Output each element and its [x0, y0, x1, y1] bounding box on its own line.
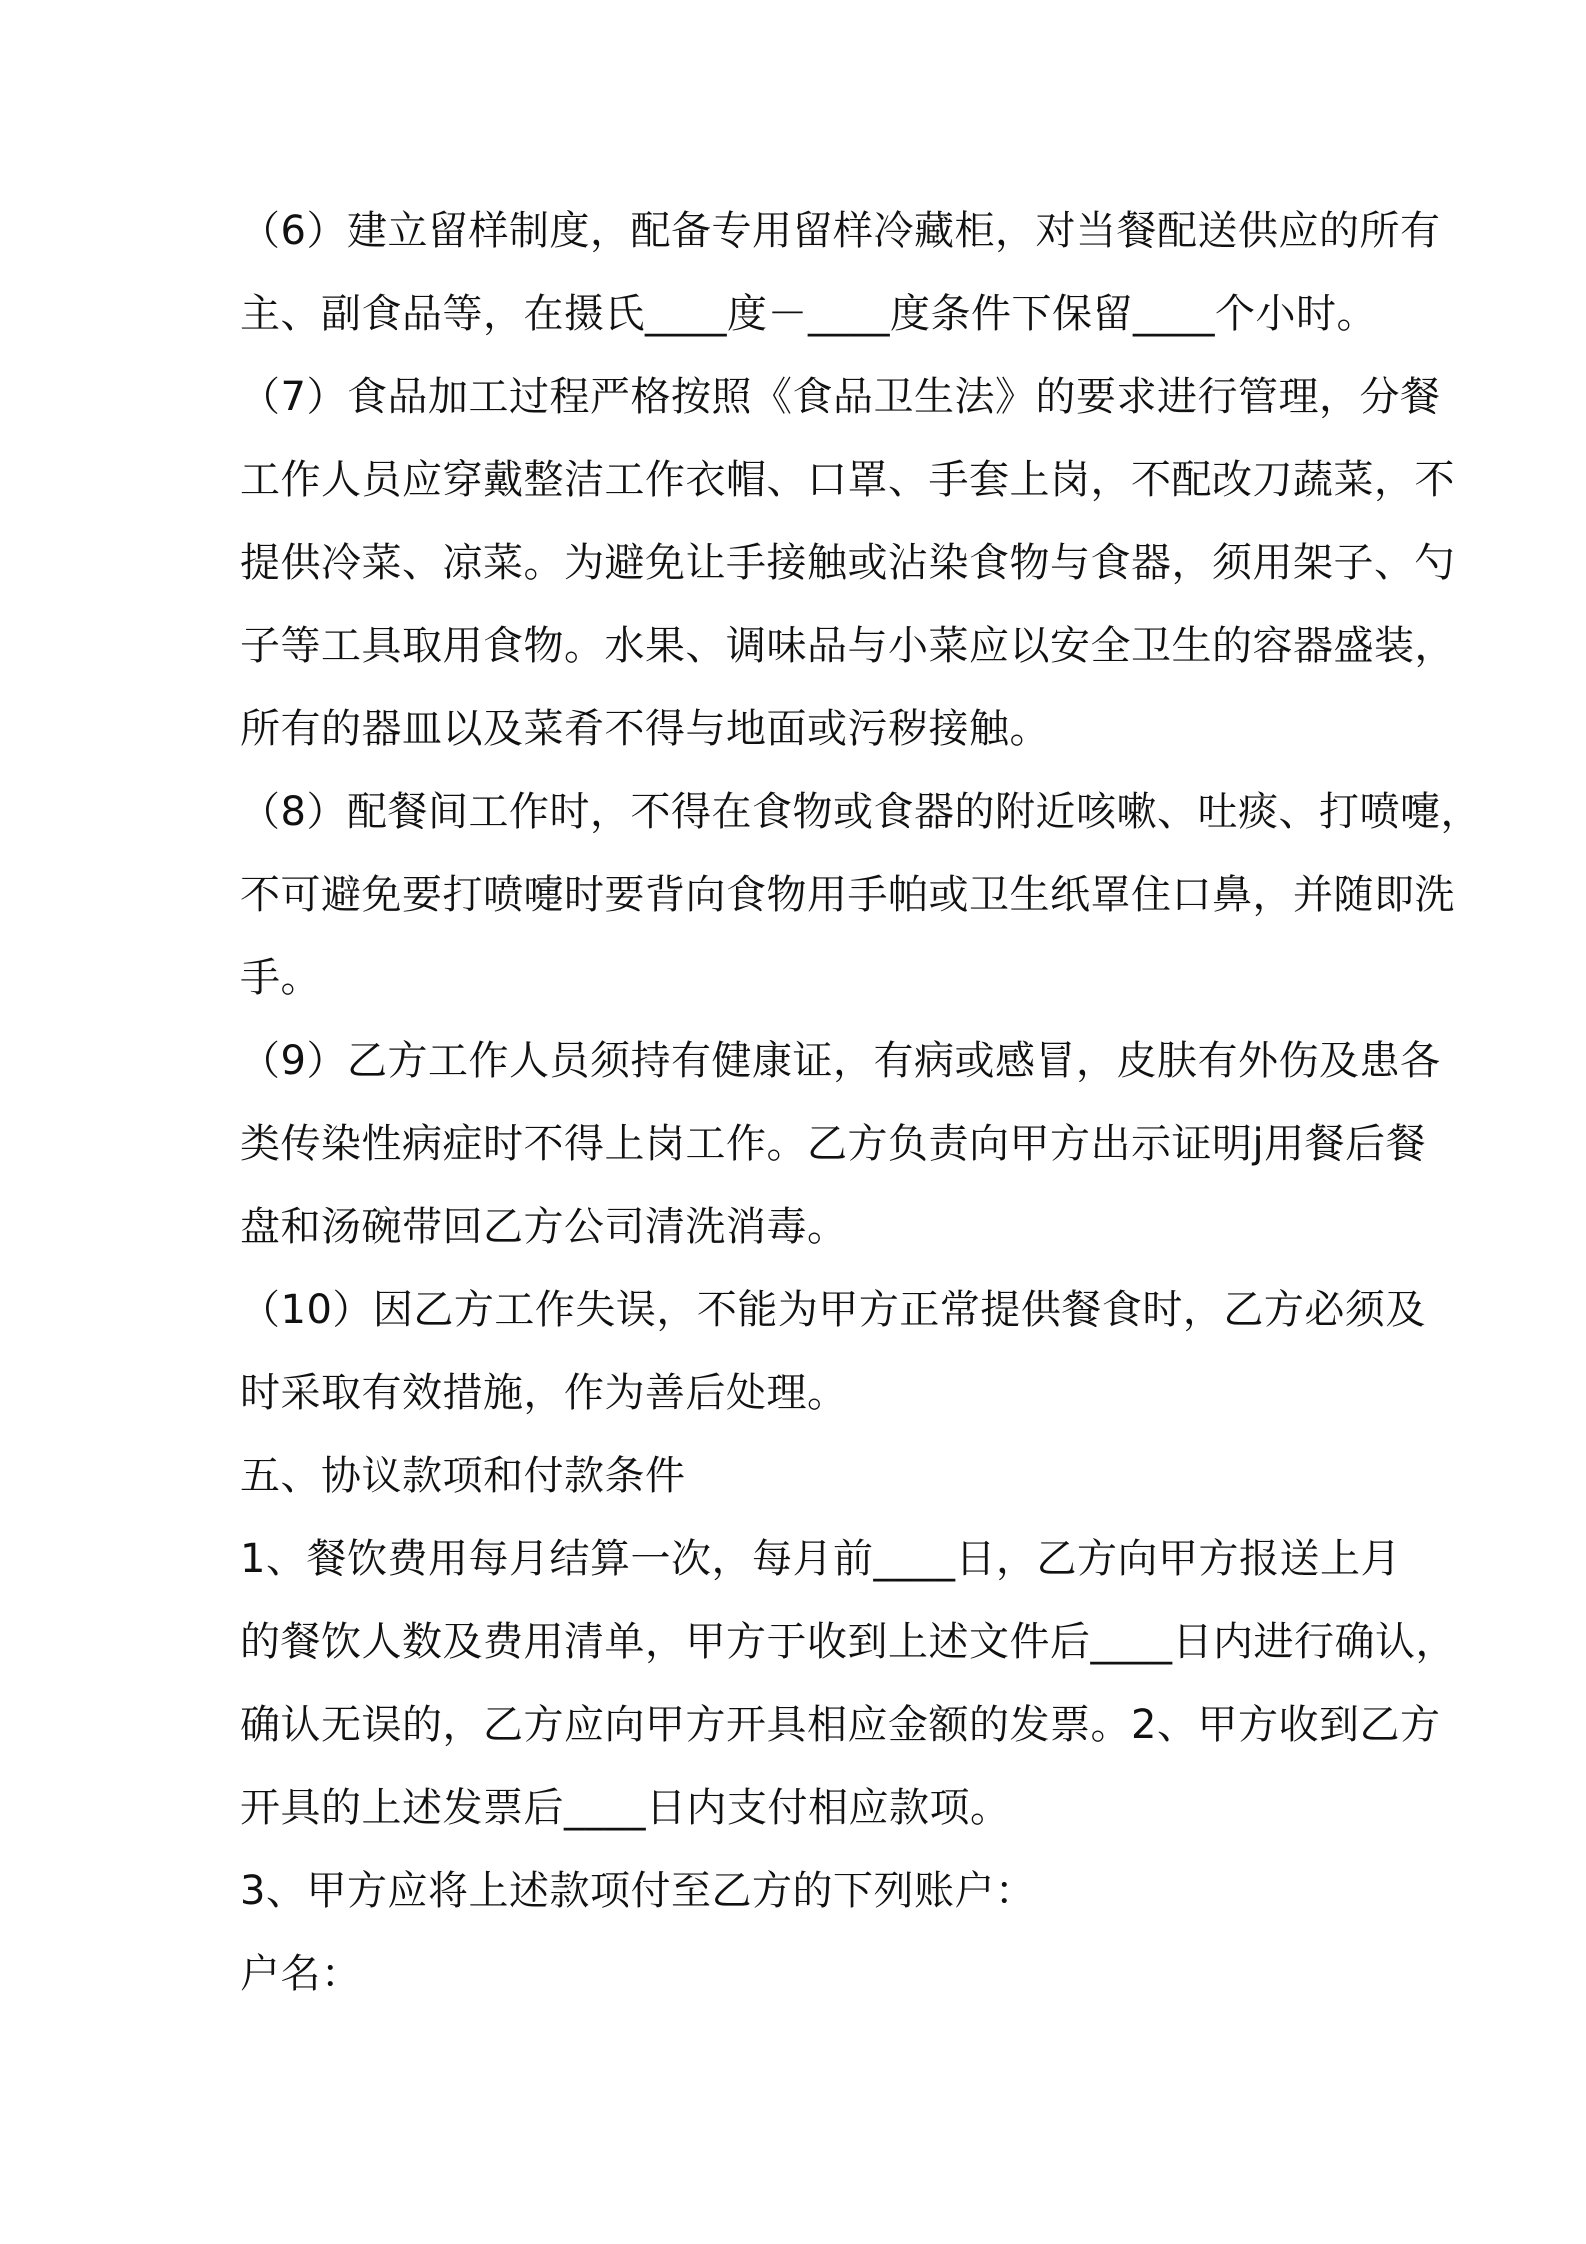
text-line: 盘和汤碗带回乙方公司清洗消毒。	[240, 1204, 848, 1250]
text-line: 子等工具取用食物。水果、调味品与小菜应以安全卫生的容器盛装，	[240, 623, 1455, 669]
text-line: （6）建立留样制度，配备专用留样冷藏柜，对当餐配送供应的所有	[240, 208, 1441, 254]
text-line: 1、餐饮费用每月结算一次，每月前____日，乙方向甲方报送上月	[240, 1536, 1401, 1582]
text-line: 主、副食品等，在摄氏____度－____度条件下保留____个小时。	[240, 291, 1377, 337]
text-line: 的餐饮人数及费用清单，甲方于收到上述文件后____日内进行确认，	[240, 1619, 1456, 1665]
text-line: 类传染性病症时不得上岗工作。乙方负责向甲方出示证明j用餐后餐	[240, 1121, 1427, 1167]
text-line: 手。	[240, 955, 321, 1001]
text-line: 工作人员应穿戴整洁工作衣帽、口罩、手套上岗，不配改刀蔬菜，不	[240, 457, 1455, 503]
text-line: （9）乙方工作人员须持有健康证，有病或感冒，皮肤有外伤及患各	[240, 1038, 1441, 1084]
text-line: 时采取有效措施，作为善后处理。	[240, 1370, 848, 1416]
text-line: 确认无误的，乙方应向甲方开具相应金额的发票。2、甲方收到乙方	[240, 1702, 1441, 1748]
document-body	[240, 190, 1481, 2016]
text-line: （7）食品加工过程严格按照《食品卫生法》的要求进行管理，分餐	[240, 374, 1441, 420]
text-line: 所有的器皿以及菜肴不得与地面或污秽接触。	[240, 706, 1050, 752]
section-heading: 五、协议款项和付款条件	[240, 1453, 686, 1499]
text-line: 不可避免要打喷嚏时要背向食物用手帕或卫生纸罩住口鼻，并随即洗	[240, 872, 1455, 918]
account-name-label: 户名：	[240, 1951, 362, 1997]
text-line: （8）配餐间工作时，不得在食物或食器的附近咳嗽、吐痰、打喷嚏，	[240, 789, 1481, 835]
text-line: （10）因乙方工作失误，不能为甲方正常提供餐食时，乙方必须及	[240, 1287, 1426, 1333]
text-line: 提供冷菜、凉菜。为避免让手接触或沾染食物与食器，须用架子、勺	[240, 540, 1455, 586]
text-line: 3、甲方应将上述款项付至乙方的下列账户：	[240, 1868, 1036, 1914]
text-line: 开具的上述发票后____日内支付相应款项。	[240, 1785, 1011, 1831]
